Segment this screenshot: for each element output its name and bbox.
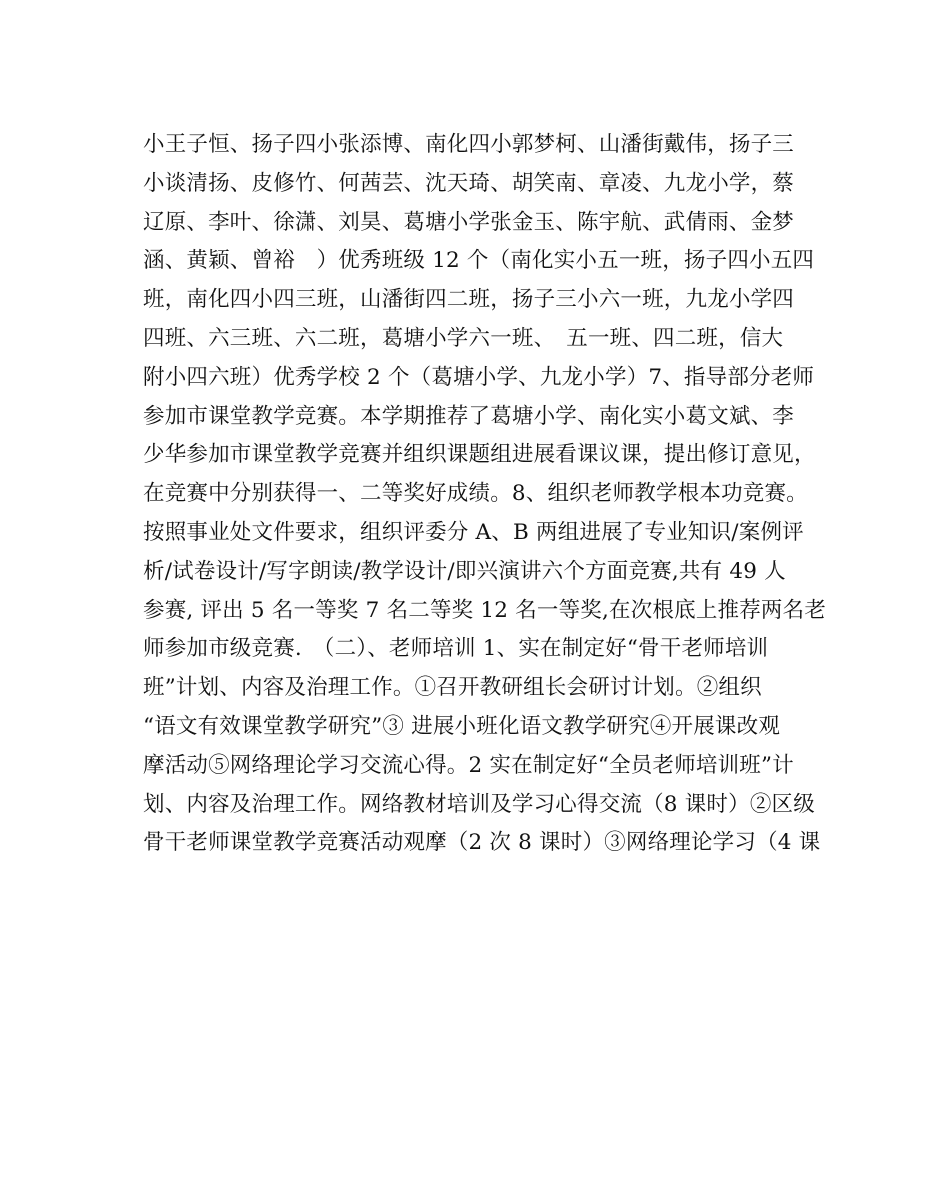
- text-line: 少华参加市课堂教学竞赛并组织课题组进展看课议课，提出修订意见，: [143, 442, 816, 468]
- text-line: 析/试卷设计/写字朗读/教学设计/即兴演讲六个方面竞赛,共有 49 人: [143, 558, 786, 584]
- text-line: 班，南化四小四三班，山潘街四二班，扬子三小六一班，九龙小学四: [143, 287, 795, 313]
- text-line: “语文有效课堂教学研究”③ 进展小班化语文教学研究④开展课改观: [143, 713, 781, 739]
- text-line: 附小四六班）优秀学校 2 个（葛塘小学、九龙小学）7、指导部分老师: [143, 364, 815, 390]
- text-line: 师参加市级竞赛. （二）、老师培训 1、实在制定好“骨干老师培训: [143, 636, 769, 662]
- text-line: 按照事业处文件要求，组织评委分 A、B 两组进展了专业知识/案例评: [143, 519, 804, 545]
- body-text: [143, 126, 827, 863]
- text-line: 骨干老师课堂教学竞赛活动观摩（2 次 8 课时）③网络理论学习（4 课: [143, 830, 821, 856]
- text-line: 班”计划、内容及治理工作。①召开教研组长会研讨计划。②组织: [143, 675, 762, 701]
- text-line: 四班、六三班、六二班，葛塘小学六一班、 五一班、四二班，信大: [143, 325, 784, 351]
- text-line: 参赛, 评出 5 名一等奖 7 名二等奖 12 名一等奖,在次根底上推荐两名老: [143, 597, 827, 623]
- text-line: 涵、黄颖、曾裕 ）优秀班级 12 个（南化实小五一班，扬子四小五四: [143, 248, 815, 274]
- text-line: 在竞赛中分别获得一、二等奖好成绩。8、组织老师教学根本功竞赛。: [143, 481, 808, 507]
- text-line: 小谈清扬、皮修竹、何茜芸、沈天琦、胡笑南、章凌、九龙小学，蔡: [143, 170, 795, 196]
- text-line: 摩活动⑤网络理论学习交流心得。2 实在制定好“全员老师培训班”计: [143, 752, 794, 778]
- text-line: 辽原、李叶、徐潇、刘昊、葛塘小学张金玉、陈宇航、武倩雨、金梦: [143, 209, 795, 235]
- text-line: 小王子恒、扬子四小张添博、南化四小郭梦柯、山潘街戴伟，扬子三: [143, 132, 795, 157]
- text-line: 划、内容及治理工作。网络教材培训及学习心得交流（8 课时）②区级: [143, 791, 815, 817]
- text-line: 参加市课堂教学竞赛。本学期推荐了葛塘小学、南化实小葛文斌、李: [143, 403, 795, 429]
